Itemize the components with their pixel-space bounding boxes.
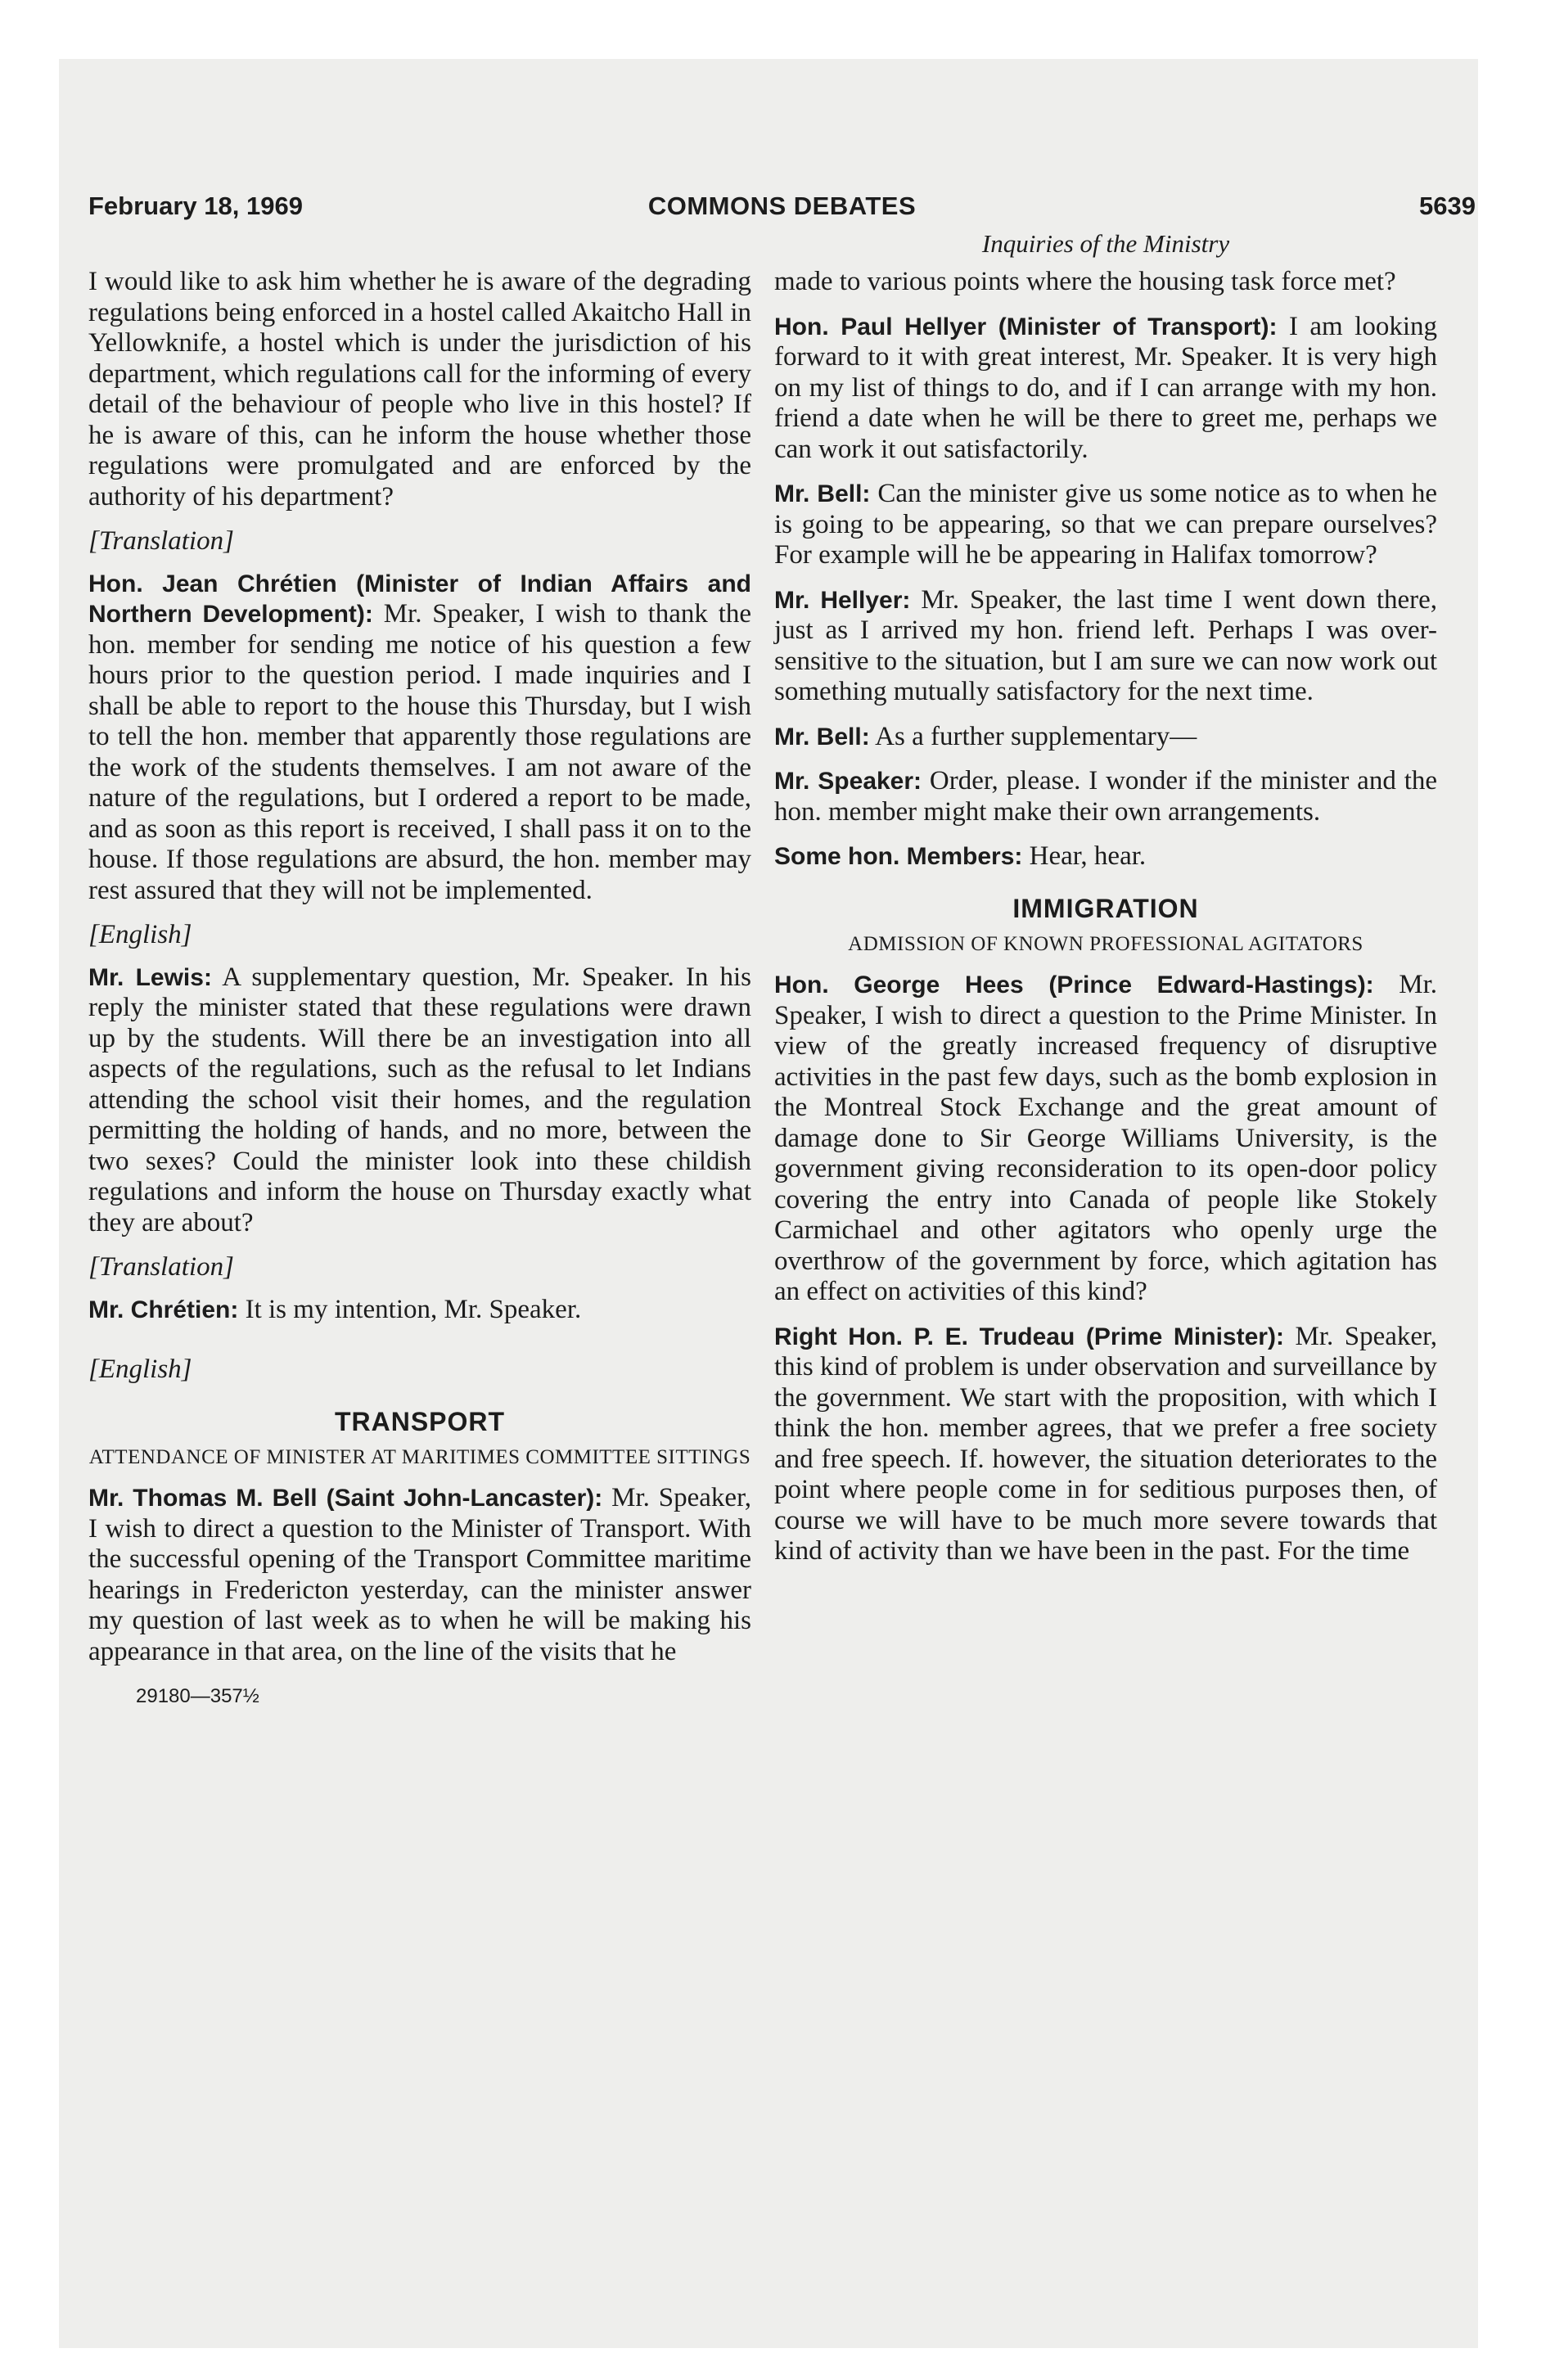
section-heading: TRANSPORT xyxy=(334,1406,506,1436)
paragraph xyxy=(88,1295,751,1326)
paragraph: made to various points where the housing task force met? xyxy=(774,267,1396,296)
page-number: 5639 xyxy=(1419,192,1476,220)
speech-text: As a further supplementary— xyxy=(875,721,1197,751)
paragraph: I would like to ask him whether he is aware of the degrading regulations being enforced in a hostel called Akaitcho Hall in Yellowknife, a hostel which is under the jurisdiction of his department, which regulations call for the informing of every detail of the behaviour of people who live in this hostel? If he is aware of this, can he inform the house whether those regulations were promulgated and are enforced by the authority of his department? xyxy=(88,267,751,512)
section-subheading: ADMISSION OF KNOWN PROFESSIONAL AGITATORS xyxy=(848,933,1363,955)
header-title: COMMONS DEBATES xyxy=(647,192,917,220)
section-subheading: ATTENDANCE OF MINISTER AT MARITIMES COMMITTEE SITTINGS xyxy=(88,1446,751,1468)
speaker-name: Mr. Lewis: xyxy=(88,963,212,991)
left-column xyxy=(88,267,751,1712)
paragraph xyxy=(88,1483,751,1667)
paragraph xyxy=(774,766,1437,827)
speaker-name: Hon. Jean Chrétien (Minister of Indian Affairs and Northern Development): xyxy=(88,570,751,628)
language-marker: [Translation] xyxy=(88,526,234,556)
speech-text: Mr. Speaker, I wish to direct a question to the Prime Minister. In view of the greatly increased frequency of disruptive activities in the past few days, such as the bomb explosion in the Montreal Stock Exchange and the great amount of damage done to Sir George Williams University, is the government giving reconsideration to its open-door policy covering the entry into Canada of people like Stokely Carmichael and other agitators who openly urge the overthrow of the government by force, which agitation has an effect on activities of this kind? xyxy=(774,970,1438,1306)
paragraph xyxy=(774,585,1437,708)
language-marker: [English] xyxy=(88,920,192,949)
speech-text: Order, please. I wonder if the minister and the hon. member might make their own arrangements. xyxy=(774,766,1438,827)
speech-text: A supplementary question, Mr. Speaker. In his reply the minister stated that these regulations were drawn up by the students. Will there be an investigation into all aspects of the regulations, such as the refusal to let Indians attending the school visit their homes, and the regulation permitting the holding of hands, and no more, between the two sexes? Could the minister look into these childish regulations and inform the house on Thursday exactly what they are about? xyxy=(88,962,751,1237)
language-marker: [English] xyxy=(88,1355,192,1384)
speech-text: Mr. Speaker, I wish to thank the hon. member for sending me notice of his question a few hours prior to the question period. I made inquiries and I shall be able to report to the house this Thursday, but I wish to tell the hon. member that apparently those regulations are the work of the students themselves. I am not aware of the nature of the regulations, but I ordered a report to be made, and as soon as this report is received, I shall pass it on to the house. If those regulations are absurd, the hon. member may rest assured that they will not be implemented. xyxy=(88,599,752,905)
header-date: February 18, 1969 xyxy=(88,192,303,220)
speech-text: I am looking forward to it with great interest, Mr. Speaker. It is very high on my list of things to do, and if I can arrange with my hon. friend a date when he will be there to greet me, perhaps we can work it out satisfactorily. xyxy=(774,311,1438,464)
right-column xyxy=(774,267,1437,1581)
speech-text: Mr. Speaker, I wish to direct a question to the Minister of Transport. With the successful opening of the Transport Committee maritime hearings in Fredericton yesterday, can the minister answer my question of last week as to when he will be making his appearance in that area, on the line of the visits that he xyxy=(88,1483,751,1666)
speech-text: Mr. Speaker, this kind of problem is under observation and surveillance by the government. We start with the proposition, with which I think the hon. member agrees, that we prefer a free society and free speech. If. however, the situation deteriorates to the point where people come in for seditious purposes then, of course we will have to be much more severe towards that kind of activity than we have been in the past. For the time xyxy=(774,1321,1437,1566)
speech-text: Mr. Speaker, the last time I went down there, just as I arrived my hon. friend left. Perhaps I was over-sensitive to the situation, but I am sure we can now work out something mutually satisfactory for the next time. xyxy=(774,584,1438,706)
paragraph xyxy=(88,962,751,1239)
language-marker: [Translation] xyxy=(88,1252,234,1282)
speaker-name: Some hon. Members: xyxy=(774,843,1023,870)
page-header xyxy=(88,192,1476,228)
speaker-name: Mr. Thomas M. Bell (Saint John-Lancaster): xyxy=(88,1485,603,1512)
speech-text: It is my intention, Mr. Speaker. xyxy=(245,1294,582,1324)
speaker-name: Right Hon. P. E. Trudeau (Prime Minister): xyxy=(774,1323,1284,1350)
speaker-name: Hon. George Hees (Prince Edward-Hastings): xyxy=(774,971,1374,998)
paragraph xyxy=(88,569,751,907)
speech-text: Can the minister give us some notice as to when he is going to be appearing, so that we can prepare ourselves? For example will he be appearing in Halifax tomorrow? xyxy=(774,479,1438,570)
speech-text: Hear, hear. xyxy=(1029,841,1147,871)
paragraph xyxy=(774,722,1437,753)
speaker-name: Mr. Bell: xyxy=(774,480,871,507)
speaker-name: Mr. Speaker: xyxy=(774,768,922,795)
speaker-name: Hon. Paul Hellyer (Minister of Transport): xyxy=(774,313,1278,340)
speaker-name: Mr. Bell: xyxy=(774,723,870,751)
paragraph xyxy=(774,479,1437,571)
paragraph xyxy=(774,841,1437,872)
paragraph xyxy=(774,970,1437,1308)
speaker-name: Mr. Hellyer: xyxy=(774,586,911,614)
running-title: Inquiries of the Ministry xyxy=(981,229,1230,258)
paragraph xyxy=(774,1322,1437,1567)
section-heading: IMMIGRATION xyxy=(1012,893,1199,923)
print-code: 29180—357½ xyxy=(136,1685,259,1707)
speaker-name: Mr. Chrétien: xyxy=(88,1296,239,1323)
paragraph xyxy=(774,312,1437,466)
